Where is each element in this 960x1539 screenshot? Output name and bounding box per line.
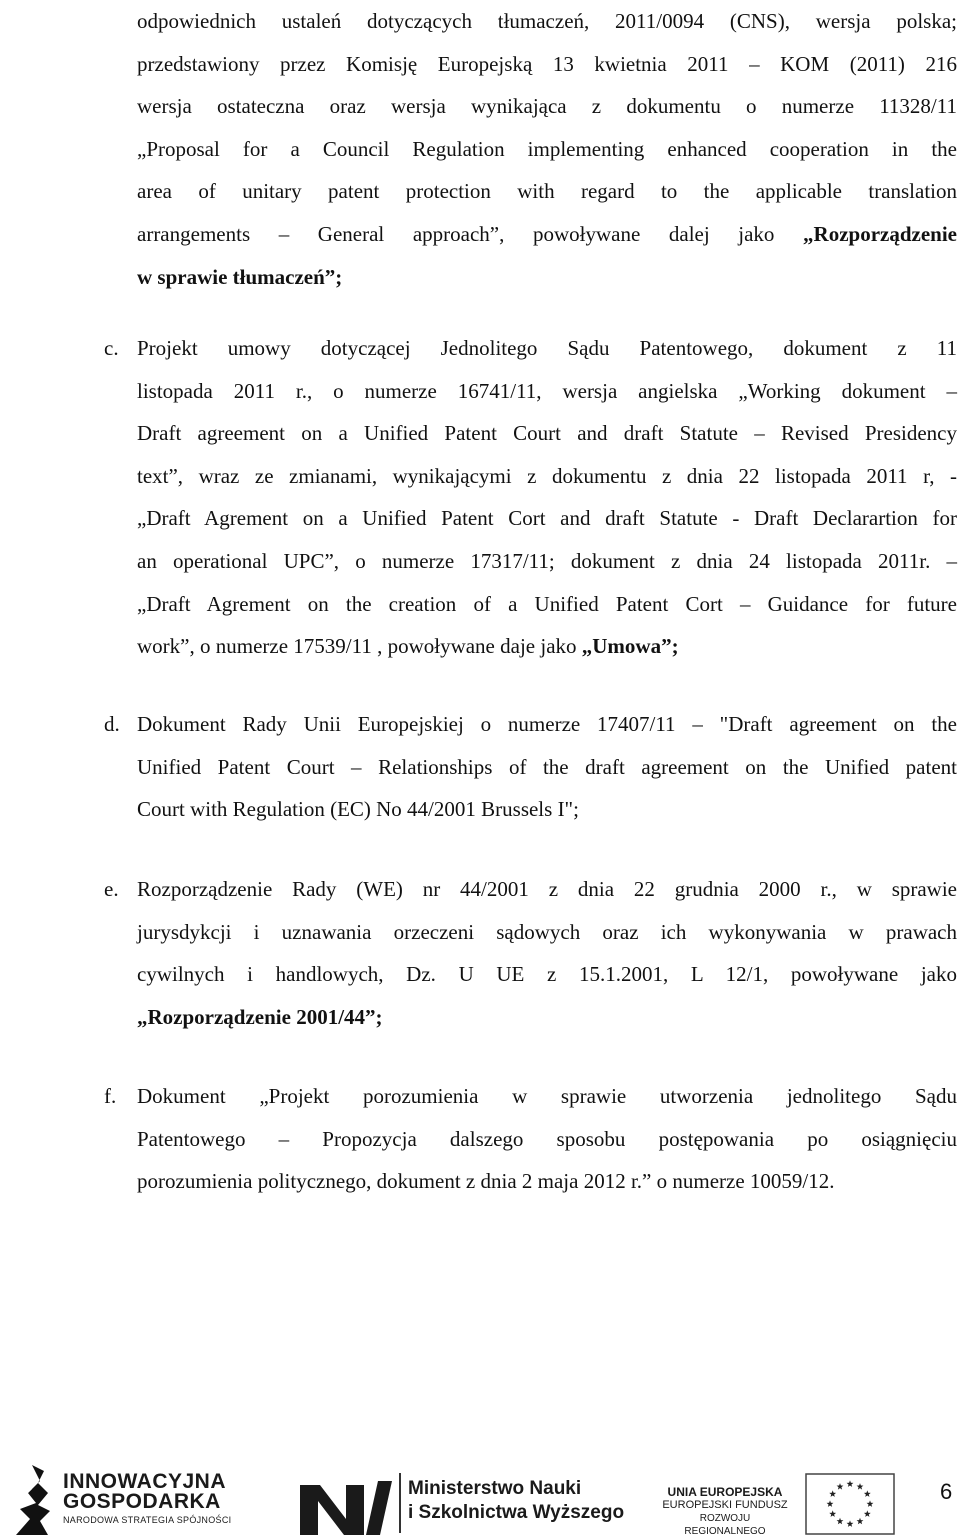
defined-term (137, 996, 957, 1039)
text-line: area of unitary patent protection with regard to the applicable translation (137, 179, 957, 204)
text-line: wersja ostateczna oraz wersja wynikająca z dokumentu o numerze 11328/11 (137, 94, 957, 119)
text-line: „Draft Agrement on the creation of a Unified Patent Cort – Guidance for future (137, 591, 957, 616)
text-line: „Draft Agrement on a Unified Patent Cort and draft Statute - Draft Declarartion for (137, 506, 957, 531)
list-marker-c: c. (104, 336, 119, 360)
defined-term: „Rozporządzenie (803, 221, 957, 246)
defined-term (137, 256, 957, 299)
text-fragment: arrangements – General approach”, powoływane dalej jako (137, 221, 804, 246)
list-item-d (137, 703, 957, 831)
logo-text: i Szkolnictwa Wyższego (408, 1502, 625, 1523)
page-number: 6 (940, 1479, 953, 1504)
defined-term: „Umowa”; (581, 634, 679, 659)
text-line (137, 213, 957, 256)
list-item-e (137, 868, 957, 1038)
footer-divider (399, 1473, 401, 1533)
text-line: Unified Patent Court – Relationships of the draft agreement on the Unified patent (137, 754, 957, 779)
text-line: Draft agreement on a Unified Patent Court and draft Statute – Revised Presidency (137, 421, 957, 446)
eu-wordmark (660, 1485, 790, 1538)
text-line: Rozporządzenie Rady (WE) nr 44/2001 z dnia 22 grudnia 2000 r., w sprawie (137, 877, 957, 901)
text-fragment: work”, o numerze 17539/11 , powoływane daje jako (137, 634, 582, 659)
innowacyjna-gospodarka-wordmark (63, 1472, 231, 1525)
text-line: Dokument Rady Unii Europejskiej o numerze 17407/11 – "Draft agreement on the (137, 712, 957, 736)
text-line: jurysdykcji i uznawania orzeczeni sądowych oraz ich wykonywania w prawach (137, 919, 957, 944)
defined-term-text: „Rozporządzenie 2001/44”; (137, 1004, 383, 1029)
logo-text: EUROPEJSKI FUNDUSZ (662, 1499, 788, 1511)
logo-text: UNIA EUROPEJSKA (667, 1485, 783, 1499)
logo-text: Ministerstwo Nauki (408, 1478, 582, 1499)
text-line: text”, wraz ze zmianami, wynikającymi z dokumentu z dnia 22 listopada 2011 r, - (137, 463, 957, 488)
text-line: cywilnych i handlowych, Dz. U UE z 15.1.2001, L 12/1, powoływane jako (137, 962, 957, 987)
list-item-f (137, 1075, 957, 1203)
list-marker-e: e. (104, 877, 119, 901)
text-line: „Proposal for a Council Regulation implementing enhanced cooperation in the (137, 136, 957, 161)
text-line: porozumienia politycznego, dokument z dnia 2 maja 2012 r.” o numerze 10059/12. (137, 1169, 835, 1194)
ministry-wordmark (408, 1477, 624, 1525)
list-marker-f: f. (104, 1084, 117, 1108)
text-line: Projekt umowy dotyczącej Jednolitego Sądu Patentowego, dokument z 11 (137, 336, 957, 360)
logo-text: GOSPODARKA (63, 1490, 221, 1513)
text-line: przedstawiony przez Komisję Europejską 13 kwietnia 2011 – KOM (2011) 216 (137, 51, 957, 76)
ministry-logo-icon (300, 1477, 392, 1535)
text-line: odpowiednich ustaleń dotyczących tłumaczeń, 2011/0094 (CNS), wersja polska; (137, 9, 957, 33)
text-line: listopada 2011 r., o numerze 16741/11, wersja angielska „Working dokument – (137, 378, 957, 403)
text-line: Court with Regulation (EC) No 44/2001 Brussels I"; (137, 797, 579, 822)
defined-term-text: w sprawie tłumaczeń”; (137, 264, 343, 289)
page-footer (0, 1455, 960, 1539)
text-line (137, 625, 957, 668)
logo-text: NARODOWA STRATEGIA SPÓJNOŚCI (63, 1515, 232, 1525)
eu-flag-icon (805, 1473, 895, 1535)
list-marker-d: d. (104, 712, 120, 736)
item-b-continuation (137, 0, 957, 298)
text-line: an operational UPC”, o numerze 17317/11; dokument z dnia 24 listopada 2011r. – (137, 548, 957, 573)
text-line: Dokument „Projekt porozumienia w sprawie utworzenia jednolitego Sądu (137, 1084, 957, 1108)
text-line: Patentowego – Propozycja dalszego sposobu postępowania po osiągnięciu (137, 1126, 957, 1151)
list-item-c (137, 327, 957, 668)
logo-text: ROZWOJU REGIONALNEGO (684, 1513, 766, 1537)
innowacyjna-gospodarka-logo-icon (10, 1463, 54, 1537)
logo-text: INNOWACYJNA (63, 1470, 227, 1493)
